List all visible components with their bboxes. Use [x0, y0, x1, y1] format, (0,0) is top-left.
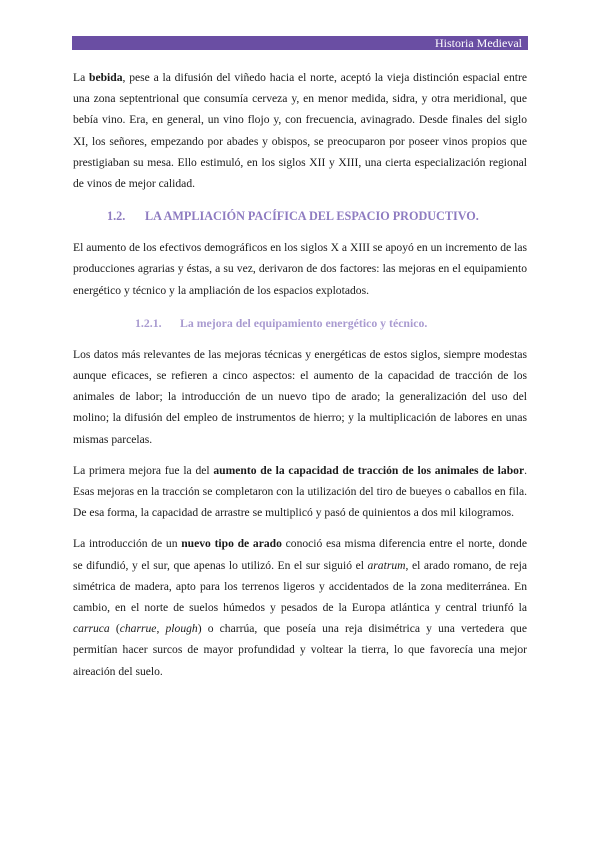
subsection-heading: [135, 313, 527, 333]
section-heading: [107, 206, 527, 226]
running-header: [72, 36, 528, 50]
italic-term-plough: plough: [165, 622, 198, 636]
bold-term-bebida: bebida: [89, 71, 123, 84]
paragraph-demografia: El aumento de los efectivos demográficos en los siglos X a XIII se apoyó en un incremento de las producciones agrarias y éstas, a su vez, derivaron de dos factores: las mejoras en el equipamiento energético y técnico y la ampliación de los espacios explotados.: [73, 241, 527, 297]
section-title: LA AMPLIACIÓN PACÍFICA DEL ESPACIO PRODUCTIVO.: [145, 209, 479, 224]
page-body: [73, 67, 527, 682]
italic-term-carruca: carruca: [73, 622, 110, 636]
paragraph-traccion: La primera mejora fue la del aumento de la capacidad de tracción de los animales de labor. Esas mejoras en la tracción se completaron con la utilización del tiro de bueyes o caballos en fila. De esa forma, la capacidad de arrastre se multiplicó y pasó de quinientos a dos mil kilogramos.: [73, 463, 527, 520]
running-header-title: Historia Medieval: [435, 36, 522, 50]
subsection-number: 1.2.1.: [135, 315, 162, 330]
subsection-title: La mejora del equipamiento energético y técnico.: [180, 315, 428, 330]
paragraph-mejoras-tecnicas: Los datos más relevantes de las mejoras técnicas y energéticas de estos siglos, siempre modestas aunque eficaces, se refieren a cinco aspectos: el aumento de la capacidad de tracción de los animales de labor; la introducción de un nuevo tipo de arado; la generalización del uso del molino; la difusión del empleo de instrumentos de hierro; y la multiplicación de labores en unas mismas parcelas.: [73, 347, 527, 446]
bold-term-arado: nuevo tipo de arado: [181, 537, 282, 551]
bold-term-traccion: aumento de la capacidad de tracción de los animales de labor: [213, 463, 525, 477]
italic-term-aratrum: aratrum: [367, 558, 406, 572]
paragraph-arado: La introducción de un nuevo tipo de arado conoció esa misma diferencia entre el norte, donde se difundió, y el sur, que apenas lo utilizó. En el sur siguió el aratrum, el arado romano, de reja simétrica de madera, apto para los terrenos ligeros y accidentados de la zona mediterránea. En cambio, en el norte de suelos húmedos y pesados de la Europa atlántica y central triunfó la carruca (charrue, plough) o charrúa, que poseía una reja disimétrica y una vertedera que permitían hacer surcos de mayor profundidad y voltear la tierra, lo que favorecía una mejor aireación del suelo.: [73, 537, 527, 678]
italic-term-charrue: charrue: [119, 622, 157, 636]
paragraph-bebida: La bebida, pese a la difusión del viñedo hacia el norte, aceptó la vieja distinción espacial entre una zona septentrional que consumía cerveza y, en menor medida, sidra, y otra meridional, que bebía vino. Era, en general, un vino flojo y, con frecuencia, avinagrado. Desde finales del siglo XI, los señores, empezando por abades y obispos, se preocuparon por poseer vinos propios que prestigiaban su mesa. Ello estimuló, en los siglos XII y XIII, una cierta especialización regional de vinos de mejor calidad.: [73, 71, 527, 191]
section-number: 1.2.: [107, 209, 126, 224]
